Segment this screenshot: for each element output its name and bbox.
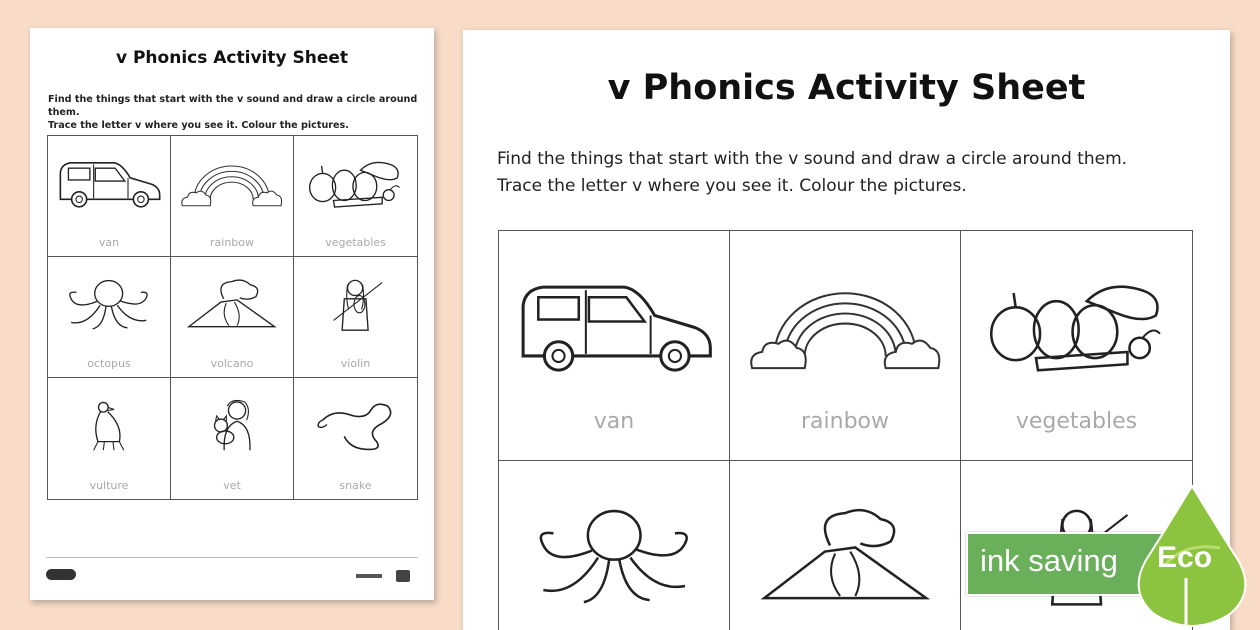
volcano-icon [744,483,946,628]
instruction-line-1: Find the things that start with the v sound and draw a circle around them. [48,94,418,118]
grid-cell [48,257,171,378]
cell-label: rainbow [210,235,254,249]
rainbow-icon [744,253,946,398]
footer-divider [46,557,418,558]
picture-grid [47,135,418,500]
publisher-logo-icon [46,569,76,580]
footer-code-mark [356,574,382,578]
cell-label: snake [339,478,372,492]
cell-label: vet [223,478,241,492]
vegetables-icon [975,253,1178,398]
instructions [48,93,434,132]
instructions [497,146,1127,200]
instruction-line-1: Find the things that start with the v sound and draw a circle around them. [497,149,1128,169]
ink-saving-text: ink saving [980,543,1118,578]
cell-label: vegetables [325,235,386,249]
page-title: v Phonics Activity Sheet [607,68,1086,108]
grid-cell [294,257,417,378]
cell-label: octopus [87,356,131,370]
vulture-icon [55,384,162,467]
grid-cell [294,378,417,499]
worksheet-thumbnail[interactable] [30,28,434,600]
eco-label: Eco [1157,541,1213,574]
rainbow-icon [178,142,285,224]
grid-cell [730,231,961,461]
cell-label: vulture [89,478,129,492]
page-title: v Phonics Activity Sheet [115,48,349,68]
grid-cell [171,136,294,257]
snake-icon [301,384,409,467]
grid-cell [730,461,961,630]
instruction-line-2: Trace the letter v where you see it. Colour the pictures. [497,176,967,196]
grid-cell [171,378,294,499]
grid-cell [961,231,1192,461]
cell-label: rainbow [801,409,889,434]
grid-cell [294,136,417,257]
vet-with-cat-icon [178,384,285,467]
van-icon [513,253,715,398]
violin-player-icon [301,263,409,345]
van-icon [55,142,162,224]
cell-label: vegetables [1015,409,1138,434]
instruction-line-2: Trace the letter v where you see it. Colour the pictures. [48,120,349,131]
grid-cell [48,136,171,257]
vegetables-icon [301,142,409,224]
grid-cell [499,231,730,461]
cell-label: violin [340,356,371,370]
grid-cell [499,461,730,630]
cell-label: van [98,235,120,249]
footer-badge-icon [396,570,410,582]
cell-label: volcano [210,356,254,370]
octopus-icon [55,263,162,345]
volcano-icon [178,263,285,345]
cell-label: van [593,409,635,434]
grid-cell [171,257,294,378]
octopus-icon [513,483,715,628]
grid-cell [48,378,171,499]
